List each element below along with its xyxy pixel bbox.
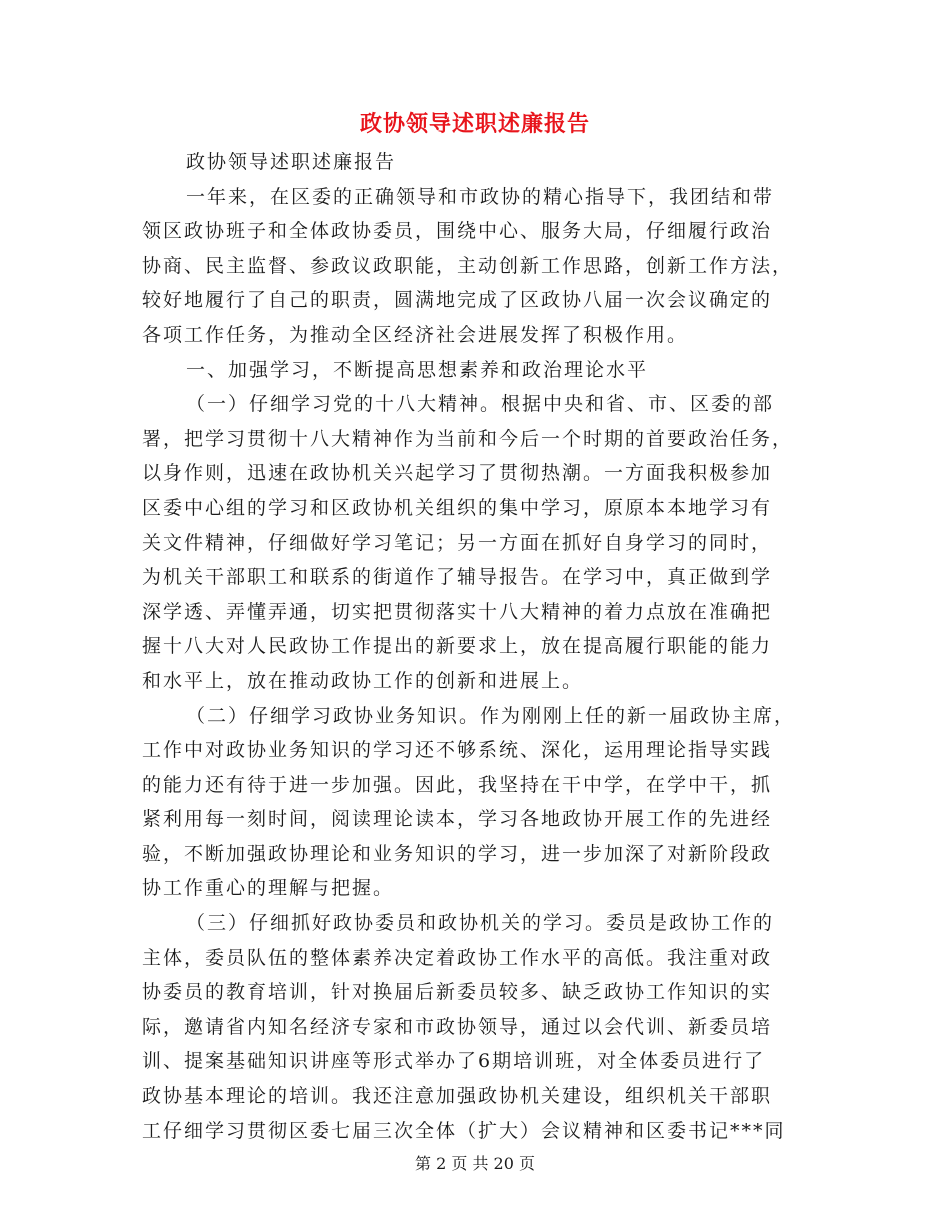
text-line: 一、加强学习，不断提高思想素养和政治理论水平: [186, 358, 649, 381]
text-line: 的能力还有待于进一步加强。因此，我坚持在干中学，在学中干，抓: [142, 773, 773, 796]
text-line: 为机关干部职工和联系的街道作了辅导报告。在学习中，真正做到学: [142, 566, 773, 589]
text-line: 协委员的教育培训，针对换届后新委员较多、缺乏政协工作知识的实: [142, 981, 773, 1004]
text-line: 关文件精神，仔细做好学习笔记；另一方面在抓好自身学习的同时，: [142, 531, 773, 554]
text-line: 深学透、弄懂弄通，切实把贯彻落实十八大精神的着力点放在准确把: [142, 600, 773, 623]
text-line: 以身作则，迅速在政协机关兴起学习了贯彻热潮。一方面我积极参加: [142, 462, 773, 485]
text-line: 验，不断加强政协理论和业务知识的学习，进一步加深了对新阶段政: [142, 842, 773, 865]
text-line: 工作中对政协业务知识的学习还不够系统、深化，运用理论指导实践: [142, 739, 773, 762]
text-line: 较好地履行了自己的职责，圆满地完成了区政协八届一次会议确定的: [142, 289, 773, 312]
text-line: 领区政协班子和全体政协委员，围绕中心、服务大局，仔细履行政治: [142, 220, 773, 243]
text-line: （二）仔细学习政协业务知识。作为刚刚上任的新一届政协主席，: [186, 704, 796, 727]
text-line: 署，把学习贯彻十八大精神作为当前和今后一个时期的首要政治任务，: [142, 427, 794, 450]
text-line: 紧利用每一刻时间，阅读理论读本，学习各地政协开展工作的先进经: [142, 808, 773, 831]
text-line: 政协领导述职述廉报告: [186, 151, 397, 173]
text-line: 各项工作任务，为推动全区经济社会进展发挥了积极作用。: [142, 323, 689, 346]
text-line: 训、提案基础知识讲座等形式举办了6期培训班，对全体委员进行了: [142, 1050, 766, 1073]
text-line: （三）仔细抓好政协委员和政协机关的学习。委员是政协工作的: [186, 912, 775, 935]
page-number-footer: 第 2 页 共 20 页: [415, 1154, 535, 1173]
text-line: 区委中心组的学习和区政协机关组织的集中学习，原原本本地学习有: [142, 496, 773, 519]
text-line: 工仔细学习贯彻区委七届三次全体（扩大）会议精神和区委书记***同: [142, 1119, 786, 1142]
text-line: （一）仔细学习党的十八大精神。根据中央和省、市、区委的部: [186, 393, 775, 416]
text-line: 政协基本理论的培训。我还注意加强政协机关建设，组织机关干部职: [142, 1085, 773, 1108]
text-line: 际，邀请省内知名经济专家和市政协领导，通过以会代训、新委员培: [142, 1015, 773, 1038]
text-line: 和水平上，放在推动政协工作的创新和进展上。: [142, 669, 584, 692]
text-line: 主体，委员队伍的整体素养决定着政协工作水平的高低。我注重对政: [142, 946, 773, 969]
document-title: 政协领导述职述廉报告: [359, 111, 590, 137]
text-line: 协商、民主监督、参政议政职能，主动创新工作思路，创新工作方法，: [142, 254, 794, 277]
text-line: 协工作重心的理解与把握。: [142, 877, 395, 900]
document-body: [142, 145, 808, 1148]
text-line: 一年来，在区委的正确领导和市政协的精心指导下，我团结和带: [186, 185, 775, 208]
text-line: 握十八大对人民政协工作提出的新要求上，放在提高履行职能的能力: [142, 635, 773, 658]
